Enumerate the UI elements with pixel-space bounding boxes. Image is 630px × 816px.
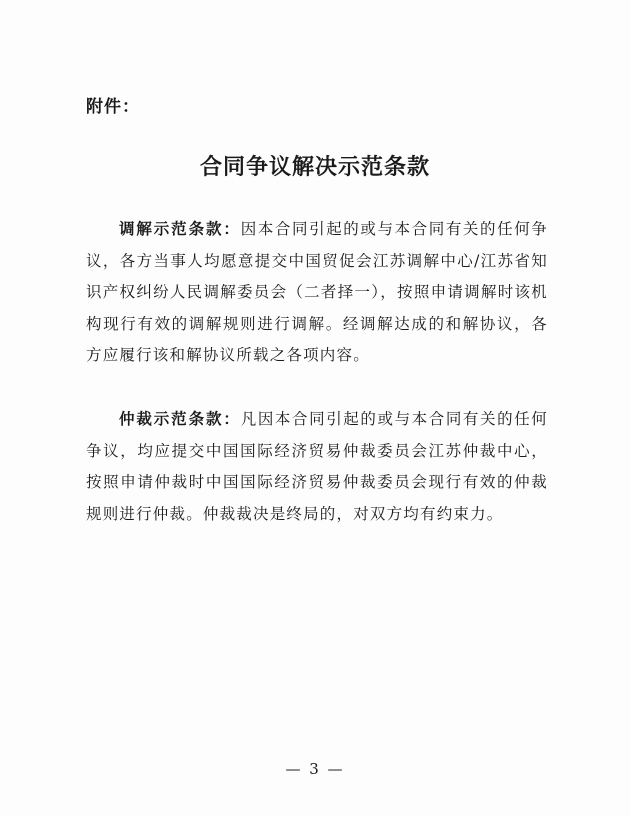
- arbitration-clause-body: 凡因本合同引起的或与本合同有关的任何争议，均应提交中国国际经济贸易仲裁委员会江苏仲裁中心，按照申请仲裁时中国国际经济贸易仲裁委员会现行有效的仲裁规则进行仲裁。仲裁裁决是终局的，对双方均有约束力。: [86, 410, 548, 523]
- mediation-clause: [86, 214, 548, 372]
- document-title: 合同争议解决示范条款: [199, 155, 430, 180]
- arbitration-clause: [86, 404, 548, 530]
- arbitration-clause-heading: 仲裁示范条款：: [119, 410, 241, 428]
- page-number: — 3 —: [285, 760, 345, 778]
- mediation-clause-body: 因本合同引起的或与本合同有关的任何争议，各方当事人均愿意提交中国贸促会江苏调解中心/江苏省知识产权纠纷人民调解委员会（二者择一），按照申请调解时该机构现行有效的调解规则进行调解。经调解达成的和解协议，各方应履行该和解协议所载之各项内容。: [86, 220, 548, 364]
- mediation-clause-heading: 调解示范条款：: [119, 220, 241, 238]
- attachment-label: 附件：: [86, 97, 140, 117]
